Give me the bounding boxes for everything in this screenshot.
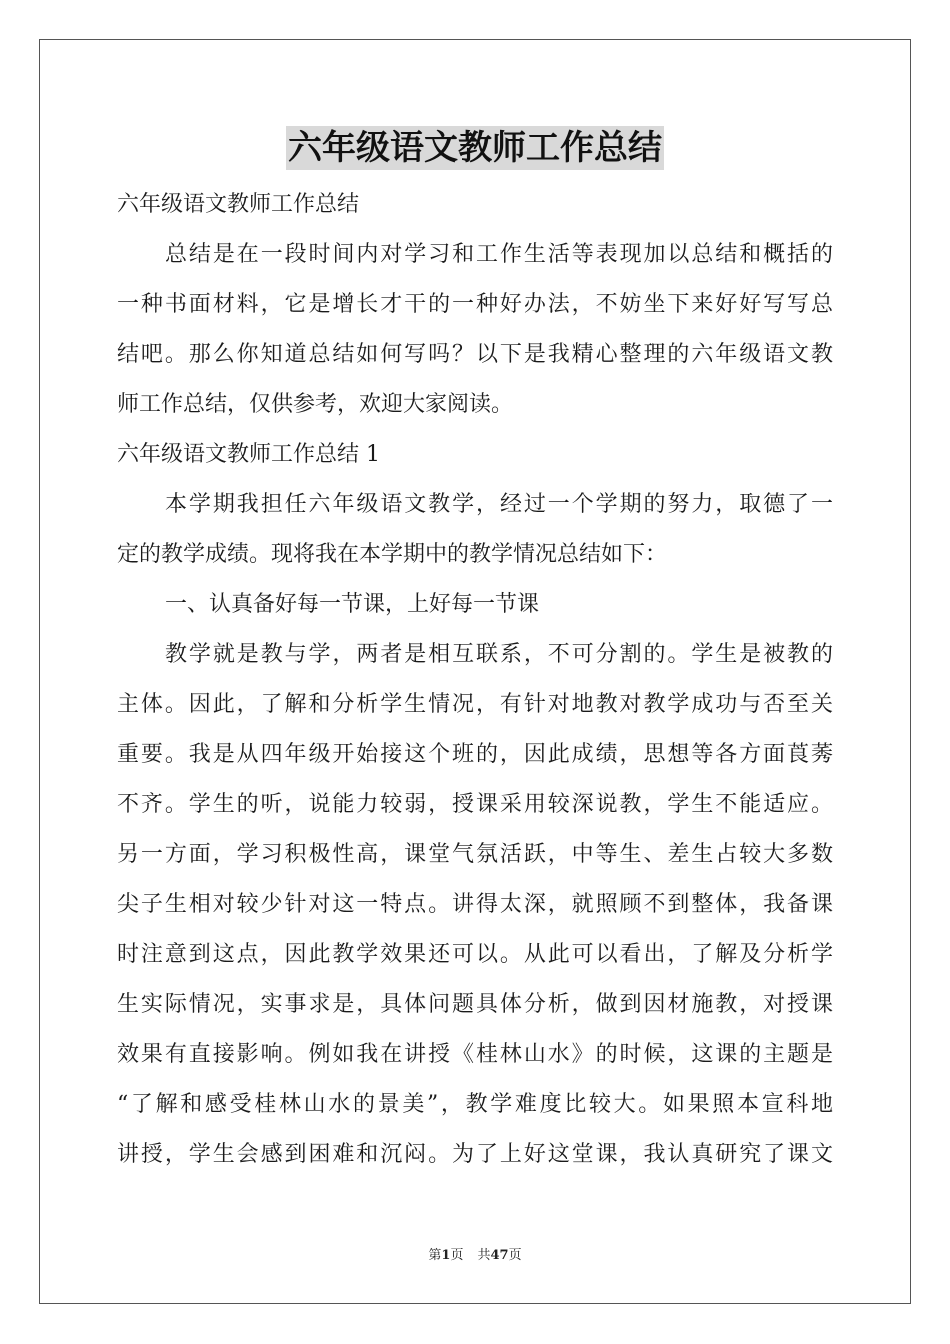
page-label-prefix: 第 xyxy=(428,1248,442,1263)
total-label-suffix: 页 xyxy=(508,1248,522,1263)
text-line: 生实际情况，实事求是，具体问题具体分析，做到因材施教，对授课 xyxy=(117,992,833,1017)
text-line: 六年级语文教师工作总结 1 xyxy=(117,442,380,467)
page-footer xyxy=(0,1247,950,1265)
document-title: 六年级语文教师工作总结 xyxy=(288,128,662,168)
text-line: 不齐。学生的听，说能力较弱，授课采用较深说教，学生不能适应。 xyxy=(117,792,833,817)
text-line: 结吧。那么你知道总结如何写吗？以下是我精心整理的六年级语文教 xyxy=(117,342,833,367)
text-line: 重要。我是从四年级开始接这个班的，因此成绩，思想等各方面莨莠 xyxy=(117,742,833,767)
text-line: 尖子生相对较少针对这一特点。讲得太深，就照顾不到整体，我备课 xyxy=(117,892,833,917)
text-line: 另一方面，学习积极性高，课堂气氛活跃，中等生、差生占较大多数 xyxy=(117,842,833,867)
text-line: 主体。因此，了解和分析学生情况，有针对地教对教学成功与否至关 xyxy=(117,692,833,717)
text-line: 讲授，学生会感到困难和沉闷。为了上好这堂课，我认真研究了课文 xyxy=(117,1142,833,1167)
text-line: 一、认真备好每一节课，上好每一节课 xyxy=(165,592,540,617)
text-line: 教学就是教与学，两者是相互联系，不可分割的。学生是被教的 xyxy=(165,642,833,667)
text-line: 六年级语文教师工作总结 xyxy=(117,192,360,217)
total-pages: 47 xyxy=(490,1248,509,1263)
text-line: 总结是在一段时间内对学习和工作生活等表现加以总结和概括的 xyxy=(165,242,833,267)
text-line: 效果有直接影响。例如我在讲授《桂林山水》的时候，这课的主题是 xyxy=(117,1042,833,1067)
total-label-prefix: 共 xyxy=(477,1248,491,1263)
title-container xyxy=(0,126,950,170)
document-body xyxy=(117,180,833,1180)
text-line: “了解和感受桂林山水的景美”，教学难度比较大。如果照本宣科地 xyxy=(117,1092,833,1117)
text-line: 本学期我担任六年级语文教学，经过一个学期的努力，取德了一 xyxy=(165,492,833,517)
text-line: 一种书面材料，它是增长才干的一种好办法，不妨坐下来好好写写总 xyxy=(117,292,833,317)
page-label-suffix: 页 xyxy=(450,1248,464,1263)
text-line: 时注意到这点，因此教学效果还可以。从此可以看出，了解及分析学 xyxy=(117,942,833,967)
page-number: 1 xyxy=(441,1248,451,1263)
text-line: 定的教学成绩。现将我在本学期中的教学情况总结如下： xyxy=(117,542,668,567)
text-line: 师工作总结，仅供参考，欢迎大家阅读。 xyxy=(117,392,514,417)
